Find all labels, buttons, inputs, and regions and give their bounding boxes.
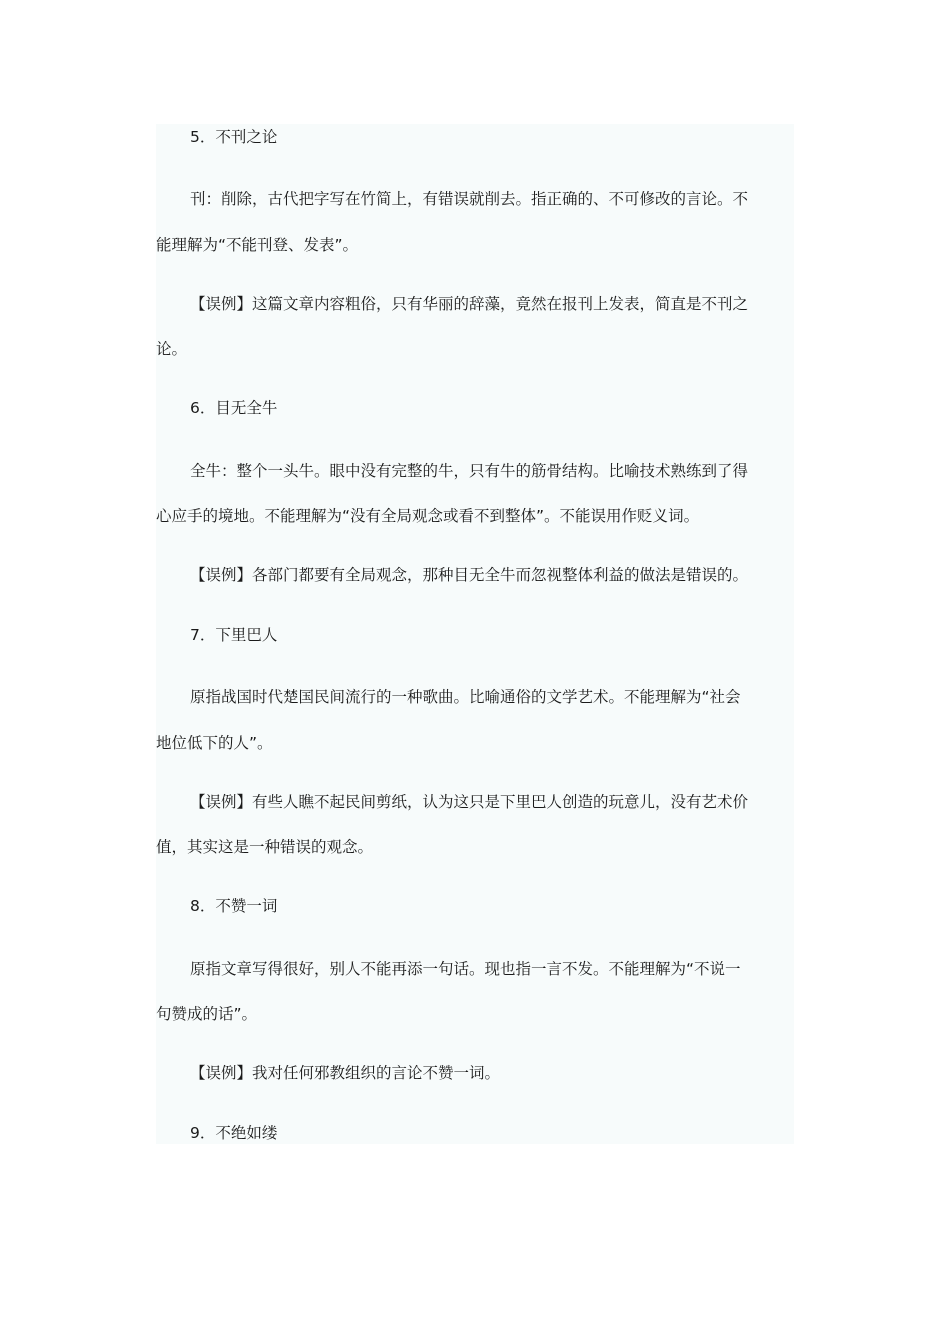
definition-line: 能理解为“不能刊登、发表”。: [156, 236, 359, 254]
example-line: 【误例】我对任何邪教组织的言论不赞一词。: [190, 1064, 501, 1082]
example-line: 【误例】各部门都要有全局观念，那种目无全牛而忽视整体利益的做法是错误的。: [190, 566, 749, 584]
definition-line: 句赞成的话”。: [156, 1005, 258, 1023]
example-line: 值，其实这是一种错误的观念。: [156, 838, 374, 856]
definition-line: 刊：削除，古代把字写在竹简上，有错误就削去。指正确的、不可修改的言论。不: [190, 190, 749, 208]
definition-line: 原指战国时代楚国民间流行的一种歌曲。比喻通俗的文学艺术。不能理解为“社会: [190, 688, 741, 706]
example-line: 【误例】这篇文章内容粗俗，只有华丽的辞藻，竟然在报刊上发表，简直是不刊之: [190, 295, 749, 313]
entry-heading: 8．不赞一词: [190, 897, 278, 915]
definition-line: 地位低下的人”。: [156, 734, 273, 752]
example-line: 【误例】有些人瞧不起民间剪纸，认为这只是下里巴人创造的玩意儿，没有艺术价: [190, 793, 749, 811]
entry-heading: 5．不刊之论: [190, 128, 278, 146]
definition-line: 心应手的境地。不能理解为“没有全局观念或看不到整体”。不能误用作贬义词。: [156, 507, 700, 525]
entry-heading: 9．不绝如缕: [190, 1124, 278, 1142]
definition-line: 全牛：整个一头牛。眼中没有完整的牛，只有牛的筋骨结构。比喻技术熟练到了得: [190, 462, 749, 480]
entry-heading: 6．目无全牛: [190, 399, 278, 417]
entry-heading: 7．下里巴人: [190, 626, 278, 644]
example-line: 论。: [156, 340, 188, 358]
definition-line: 原指文章写得很好，别人不能再添一句话。现也指一言不发。不能理解为“不说一: [190, 960, 741, 978]
